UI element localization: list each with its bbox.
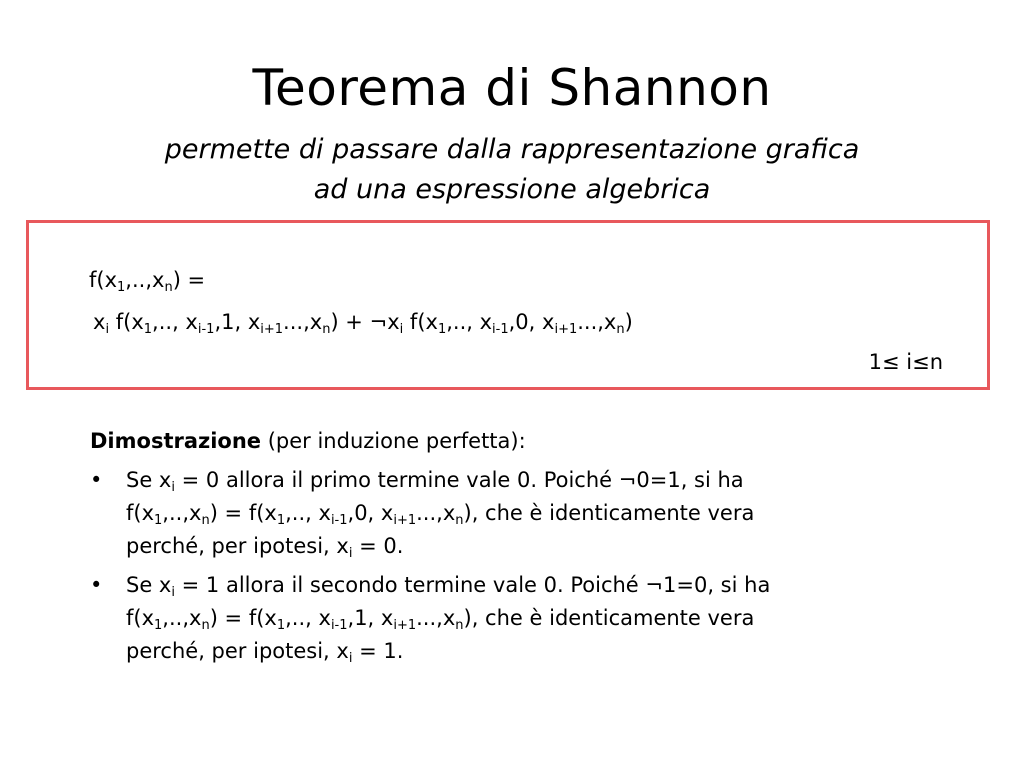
- bullet-1-line-3: perché, per ipotesi, $x_i = 0$.: [126, 534, 404, 561]
- slide-subtitle: [0, 130, 1024, 210]
- proof-section: [90, 425, 930, 668]
- bullet-2-line-1: Se $x_i = 1$ allora il secondo termine vale 0. Poiché ¬1=0, si ha: [126, 573, 771, 600]
- leq-symbol: ≤: [912, 350, 930, 374]
- bullet-2-line-2: $f(x_1,..,x_n) = f(x_1$,.., $x_{i-1},1$, $x_{i+1}...,x_n$), che è identicamente vera: [126, 606, 755, 633]
- bullet-2-line-3: perché, per ipotesi, $x_i = 1$.: [126, 639, 404, 666]
- proof-bullet-2: [90, 569, 930, 668]
- proof-bullet-1: [90, 464, 930, 563]
- subtitle-line-1: permette di passare dalla rappresentazione grafica: [164, 134, 860, 165]
- formula-line-1: $f(x_1,..,x_n)$ =: [89, 268, 206, 295]
- bullet-1-line-1: Se $x_i = 0$ allora il primo termine vale 0. Poiché ¬0=1, si ha: [126, 468, 744, 495]
- shannon-formula-box: [26, 220, 990, 390]
- slide-title: Teorema di Shannon: [252, 59, 772, 117]
- subtitle-line-2: ad una espressione algebrica: [313, 174, 711, 205]
- leq-symbol: ≤: [881, 350, 900, 374]
- proof-heading: Dimostrazione (per induzione perfetta):: [90, 429, 526, 453]
- bullet-1-line-2: $f(x_1,..,x_n) = f(x_1$,.., $x_{i-1},0$, $x_{i+1}...,x_n$), che è identicamente vera: [126, 501, 755, 528]
- formula-line-2: $x_i$ $f(x_1$,.., $x_{i-1},1$, $x_{i+1}...,x_n$) + $\neg x_i$ $f(x_1$,.., $x_{i-1},0$, $x_{i+1}...,x_n$): [93, 310, 633, 337]
- bullet-icon: •: [90, 468, 103, 492]
- formula-range: 1≤ i≤n: [868, 350, 943, 374]
- bullet-icon: •: [90, 573, 103, 597]
- not-symbol: ¬: [369, 310, 388, 334]
